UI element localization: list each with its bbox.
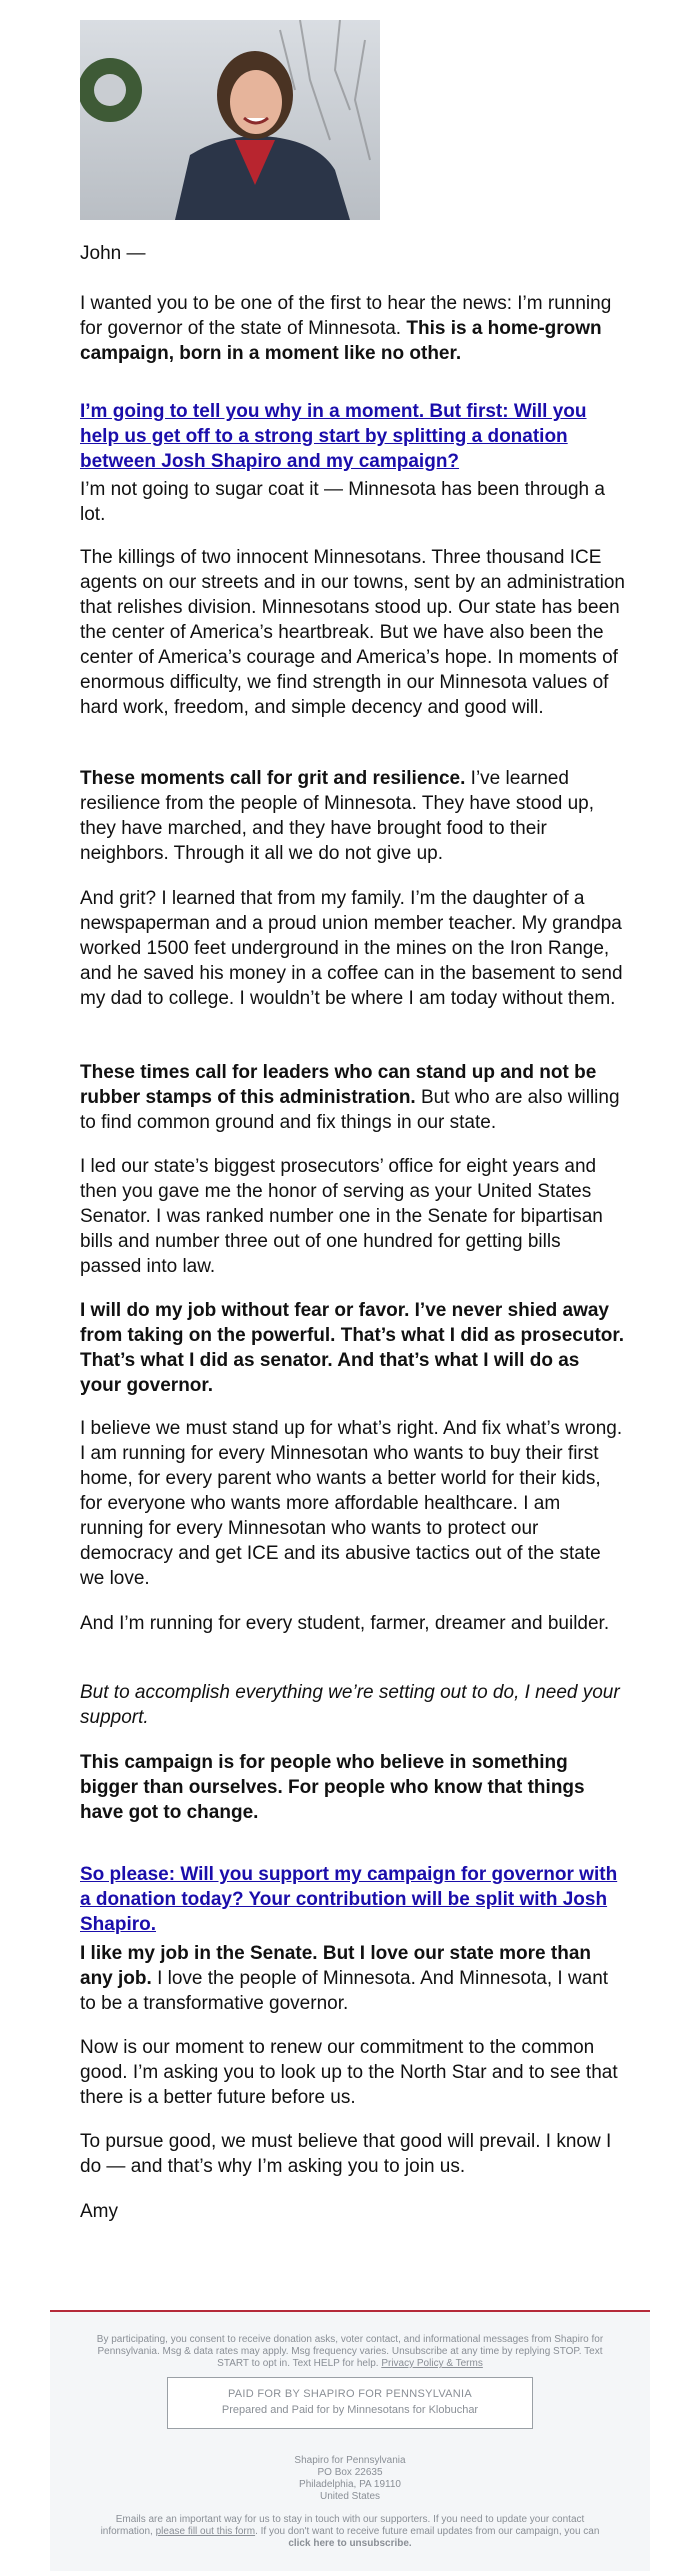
support-campaign-link[interactable]: So please: Will you support my campaign for governor with a donation today? Your contribution will be split with Josh Shapiro. xyxy=(80,1864,618,1935)
paragraph-record: I led our state’s biggest prosecutors’ office for eight years and then you gave me the honor of serving as your United States Senator. I was ranked number one in the Senate for bipartisan bills and number three out of one hundred for getting bills passed into law. xyxy=(80,1156,603,1277)
prepared-by-line: Prepared and Paid for by Minnesotans for Klobuchar xyxy=(221,2404,479,2416)
paragraph-grit-resilience xyxy=(80,766,625,866)
address-line: Philadelphia, PA 19110 xyxy=(299,2479,401,2490)
paragraph-bigger-than-ourselves: This campaign is for people who believe in something bigger than ourselves. For people who know that things have got to change. xyxy=(80,1752,585,1823)
privacy-policy-link[interactable]: Privacy Policy & Terms xyxy=(381,2358,483,2369)
paragraph-senate-job xyxy=(80,1941,625,2016)
donate-link-paragraph-2 xyxy=(80,1862,625,1937)
paragraph-pursue-good: To pursue good, we must believe that good will prevail. I know I do — and that’s why I’m asking you to join us. xyxy=(80,2131,612,2177)
address-line: United States xyxy=(319,2491,381,2502)
intro-bold-text: This is a home-grown campaign, born in a moment like no other. xyxy=(80,318,602,364)
paragraph-common-good: Now is our moment to renew our commitment to the common good. I’m asking you to look up to the North Star and to see that there is a better future before us. xyxy=(80,2037,618,2108)
donate-link-paragraph-1 xyxy=(80,399,625,474)
paid-for-line: PAID FOR BY SHAPIRO FOR PENNSYLVANIA xyxy=(227,2388,473,2400)
greeting: John — xyxy=(80,243,146,264)
candidate-photo xyxy=(80,20,380,220)
grit-text: I’ve learned resilience from the people of Minnesota. They have stood up, they have marched, and they have brought food to their neighbors. Through it all we do not give up. xyxy=(80,768,595,864)
email-footer xyxy=(50,2310,650,2571)
leaders-bold-text: These times call for leaders who can stand up and not be rubber stamps of this administration. xyxy=(80,1062,597,1108)
signoff: Amy xyxy=(80,2201,118,2222)
update-contact-form-link[interactable]: please fill out this form xyxy=(155,2526,256,2537)
address-line: PO Box 22635 xyxy=(317,2467,383,2478)
paragraph-stand-up: I believe we must stand up for what’s right. And fix what’s wrong. I am running for every Minnesotan who wants to buy their first home, for every parent who wants a better world for their kids, for everyone who wants more affordable healthcare. I am running for every Minnesotan who wants to protect our democracy and get ICE and its abusive tactics out of the state we love. xyxy=(80,1418,623,1589)
paragraph-need-support: But to accomplish everything we’re setting out to do, I need your support. xyxy=(80,1682,620,1728)
address-line: Shapiro for Pennsylvania xyxy=(294,2455,406,2466)
intro-paragraph xyxy=(80,291,625,366)
paragraph-family: And grit? I learned that from my family. I’m the daughter of a newspaperman and a proud union member teacher. My grandpa worked 1500 feet underground in the mines on the Iron Range, and he saved his money in a coffee can in the basement to send my dad to college. I wouldn’t be where I am today without them. xyxy=(80,888,623,1009)
intro-text: I wanted you to be one of the first to hear the news: I’m running for governor of the state of Minnesota. xyxy=(80,293,612,339)
grit-bold-text: These moments call for grit and resilience. xyxy=(80,768,466,789)
email-preferences-note xyxy=(90,2514,610,2550)
paid-for-box xyxy=(167,2377,533,2429)
paragraph-without-fear: I will do my job without fear or favor. I’ve never shied away from taking on the powerful. That’s what I did as prosecutor. That’s what I did as senator. And that’s what I will do as your governor. xyxy=(80,1300,625,1396)
unsubscribe-link[interactable]: click here to unsubscribe. xyxy=(288,2538,412,2549)
split-donation-link[interactable]: I’m going to tell you why in a moment. But first: Will you help us get off to a strong start by splitting a donation between Josh Shapiro and my campaign? xyxy=(80,401,587,472)
paragraph-killings: The killings of two innocent Minnesotans. Three thousand ICE agents on our streets and in our towns, sent by an administration that relishes division. Minnesotans stood up. Our state has been the center of America’s heartbreak. But we have also been the center of America’s courage and America’s hope. In moments of enormous difficulty, we find strength in our Minnesota values of hard work, freedom, and simple decency and good will. xyxy=(80,547,625,718)
paragraph-leaders xyxy=(80,1060,625,1135)
paragraph-running-for: And I’m running for every student, farmer, dreamer and builder. xyxy=(80,1613,610,1634)
consent-text: By participating, you consent to receive donation asks, voter contact, and informational messages from Shapiro for Pennsylvania. Msg & data rates may apply. Msg frequency varies. Unsubscribe at any time by replying STOP. Text START to opt in. Text HELP for help. xyxy=(96,2334,604,2369)
mailing-address xyxy=(50,2455,650,2503)
paragraph-sugar-coat: I’m not going to sugar coat it — Minnesota has been through a lot. xyxy=(80,479,605,525)
emails-note-text: Emails are an important way for us to stay in touch with our supporters. If you need to update your contact information, xyxy=(100,2514,585,2537)
leaders-text: But who are also willing to find common ground and fix things in our state. xyxy=(80,1087,620,1133)
senate-text: I love the people of Minnesota. And Minnesota, I want to be a transformative governor. xyxy=(80,1968,609,2014)
senate-bold-text: I like my job in the Senate. But I love our state more than any job. xyxy=(80,1943,591,1989)
consent-disclaimer xyxy=(90,2334,610,2370)
emails-note-text-2: . If you don't want to receive future email updates from our campaign, you can xyxy=(255,2526,600,2537)
